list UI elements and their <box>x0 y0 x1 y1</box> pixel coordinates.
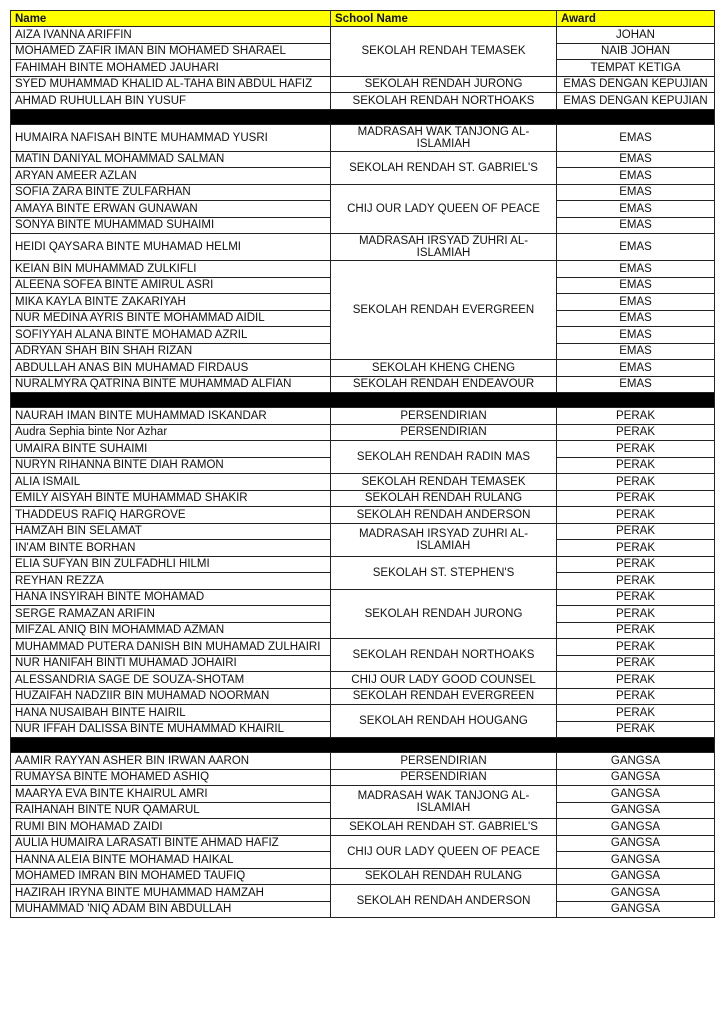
student-name-cell: SOFIA ZARA BINTE ZULFARHAN <box>11 184 331 201</box>
school-name-cell: SEKOLAH RENDAH EVERGREEN <box>331 688 557 705</box>
award-cell: EMAS <box>557 360 715 377</box>
school-name-cell: SEKOLAH KHENG CHENG <box>331 360 557 377</box>
student-name-cell: AAMIR RAYYAN ASHER BIN IRWAN AARON <box>11 753 331 770</box>
award-cell: GANGSA <box>557 802 715 819</box>
student-name-cell: AMAYA BINTE ERWAN GUNAWAN <box>11 201 331 218</box>
table-row <box>11 589 715 606</box>
award-cell: PERAK <box>557 408 715 425</box>
award-cell: EMAS <box>557 327 715 344</box>
award-cell: GANGSA <box>557 835 715 852</box>
school-name-cell: SEKOLAH RENDAH RULANG <box>331 868 557 885</box>
student-name-cell: REYHAN REZZA <box>11 573 331 590</box>
award-cell: EMAS <box>557 151 715 168</box>
student-name-cell: SONYA BINTE MUHAMMAD SUHAIMI <box>11 217 331 234</box>
school-name-cell: SEKOLAH RENDAH TEMASEK <box>331 27 557 77</box>
student-name-cell: MOHAMED ZAFIR IMAN BIN MOHAMED SHARAEL <box>11 43 331 60</box>
award-cell: EMAS <box>557 234 715 261</box>
award-cell: NAIB JOHAN <box>557 43 715 60</box>
award-cell: GANGSA <box>557 901 715 918</box>
school-name-cell: PERSENDIRIAN <box>331 408 557 425</box>
student-name-cell: HUZAIFAH NADZIIR BIN MUHAMAD NOORMAN <box>11 688 331 705</box>
school-name-cell: CHIJ OUR LADY GOOD COUNSEL <box>331 672 557 689</box>
student-name-cell: NUR MEDINA AYRIS BINTE MOHAMMAD AIDIL <box>11 310 331 327</box>
student-name-cell: IN'AM BINTE BORHAN <box>11 540 331 557</box>
school-name-cell: SEKOLAH ST. STEPHEN'S <box>331 556 557 589</box>
student-name-cell: AIZA IVANNA ARIFFIN <box>11 27 331 44</box>
column-header-name: Name <box>11 11 331 27</box>
separator-bar <box>11 109 715 124</box>
award-cell: EMAS <box>557 343 715 360</box>
student-name-cell: RAIHANAH BINTE NUR QAMARUL <box>11 802 331 819</box>
school-name-cell: SEKOLAH RENDAH NORTHOAKS <box>331 639 557 672</box>
school-name-cell: SEKOLAH RENDAH ST. GABRIEL'S <box>331 151 557 184</box>
school-name-cell: SEKOLAH RENDAH NORTHOAKS <box>331 93 557 110</box>
table-body <box>11 27 715 918</box>
student-name-cell: AHMAD RUHULLAH BIN YUSUF <box>11 93 331 110</box>
award-cell: GANGSA <box>557 819 715 836</box>
table-row <box>11 672 715 689</box>
award-cell: EMAS <box>557 217 715 234</box>
student-name-cell: MOHAMED IMRAN BIN MOHAMED TAUFIQ <box>11 868 331 885</box>
student-name-cell: FAHIMAH BINTE MOHAMED JAUHARI <box>11 60 331 77</box>
award-cell: EMAS <box>557 277 715 294</box>
award-cell: PERAK <box>557 655 715 672</box>
group-separator <box>11 393 715 408</box>
school-name-cell: MADRASAH WAK TANJONG AL-ISLAMIAH <box>331 124 557 151</box>
school-name-cell: PERSENDIRIAN <box>331 753 557 770</box>
award-cell: PERAK <box>557 457 715 474</box>
group-separator <box>11 109 715 124</box>
student-name-cell: ALIA ISMAIL <box>11 474 331 491</box>
student-name-cell: MUHAMMAD PUTERA DANISH BIN MUHAMAD ZULHAIRI <box>11 639 331 656</box>
student-name-cell: RUMI BIN MOHAMAD ZAIDI <box>11 819 331 836</box>
award-cell: PERAK <box>557 672 715 689</box>
award-cell: PERAK <box>557 688 715 705</box>
student-name-cell: NURALMYRA QATRINA BINTE MUHAMMAD ALFIAN <box>11 376 331 393</box>
table-row <box>11 835 715 852</box>
award-cell: PERAK <box>557 589 715 606</box>
school-name-cell: SEKOLAH RENDAH EVERGREEN <box>331 261 557 360</box>
table-row <box>11 753 715 770</box>
award-cell: PERAK <box>557 523 715 540</box>
separator-bar <box>11 393 715 408</box>
student-name-cell: ALESSANDRIA SAGE DE SOUZA-SHOTAM <box>11 672 331 689</box>
award-cell: PERAK <box>557 474 715 491</box>
award-cell: EMAS <box>557 168 715 185</box>
student-name-cell: ARYAN AMEER AZLAN <box>11 168 331 185</box>
award-cell: PERAK <box>557 556 715 573</box>
award-cell: PERAK <box>557 639 715 656</box>
student-name-cell: HAZIRAH IRYNA BINTE MUHAMMAD HAMZAH <box>11 885 331 902</box>
award-cell: PERAK <box>557 622 715 639</box>
student-name-cell: SYED MUHAMMAD KHALID AL-TAHA BIN ABDUL HAFIZ <box>11 76 331 93</box>
student-name-cell: SOFIYYAH ALANA BINTE MOHAMAD AZRIL <box>11 327 331 344</box>
student-name-cell: AULIA HUMAIRA LARASATI BINTE AHMAD HAFIZ <box>11 835 331 852</box>
results-table <box>10 10 715 918</box>
award-cell: TEMPAT KETIGA <box>557 60 715 77</box>
award-cell: EMAS DENGAN KEPUJIAN <box>557 93 715 110</box>
table-row <box>11 184 715 201</box>
student-name-cell: MAARYA EVA BINTE KHAIRUL AMRI <box>11 786 331 803</box>
table-row <box>11 408 715 425</box>
school-name-cell: MADRASAH WAK TANJONG AL-ISLAMIAH <box>331 786 557 819</box>
table-row <box>11 868 715 885</box>
school-name-cell: SEKOLAH RENDAH ENDEAVOUR <box>331 376 557 393</box>
table-row <box>11 474 715 491</box>
student-name-cell: EMILY AISYAH BINTE MUHAMMAD SHAKIR <box>11 490 331 507</box>
school-name-cell: MADRASAH IRSYAD ZUHRI AL-ISLAMIAH <box>331 234 557 261</box>
student-name-cell: HEIDI QAYSARA BINTE MUHAMAD HELMI <box>11 234 331 261</box>
student-name-cell: MUHAMMAD 'NIQ ADAM BIN ABDULLAH <box>11 901 331 918</box>
award-cell: PERAK <box>557 705 715 722</box>
student-name-cell: KEIAN BIN MUHAMMAD ZULKIFLI <box>11 261 331 278</box>
table-header <box>11 11 715 27</box>
student-name-cell: NURYN RIHANNA BINTE DIAH RAMON <box>11 457 331 474</box>
student-name-cell: MIFZAL ANIQ BIN MOHAMMAD AZMAN <box>11 622 331 639</box>
award-cell: EMAS <box>557 201 715 218</box>
column-header-award: Award <box>557 11 715 27</box>
school-name-cell: SEKOLAH RENDAH RADIN MAS <box>331 441 557 474</box>
student-name-cell: HANA NUSAIBAH BINTE HAIRIL <box>11 705 331 722</box>
table-row <box>11 490 715 507</box>
award-cell: EMAS <box>557 124 715 151</box>
table-row <box>11 360 715 377</box>
student-name-cell: ELIA SUFYAN BIN ZULFADHLI HILMI <box>11 556 331 573</box>
table-row <box>11 124 715 151</box>
school-name-cell: MADRASAH IRSYAD ZUHRI AL-ISLAMIAH <box>331 523 557 556</box>
table-row <box>11 507 715 524</box>
student-name-cell: ABDULLAH ANAS BIN MUHAMAD FIRDAUS <box>11 360 331 377</box>
school-name-cell: SEKOLAH RENDAH ST. GABRIEL'S <box>331 819 557 836</box>
table-row <box>11 151 715 168</box>
table-row <box>11 639 715 656</box>
award-cell: GANGSA <box>557 769 715 786</box>
award-cell: PERAK <box>557 507 715 524</box>
separator-bar <box>11 738 715 753</box>
table-row <box>11 523 715 540</box>
student-name-cell: MATIN DANIYAL MOHAMMAD SALMAN <box>11 151 331 168</box>
group-separator <box>11 738 715 753</box>
award-cell: GANGSA <box>557 868 715 885</box>
school-name-cell: SEKOLAH RENDAH JURONG <box>331 589 557 639</box>
award-cell: EMAS <box>557 261 715 278</box>
student-name-cell: HANA INSYIRAH BINTE MOHAMAD <box>11 589 331 606</box>
student-name-cell: SERGE RAMAZAN ARIFIN <box>11 606 331 623</box>
table-row <box>11 376 715 393</box>
student-name-cell: ADRYAN SHAH BIN SHAH RIZAN <box>11 343 331 360</box>
student-name-cell: NAURAH IMAN BINTE MUHAMMAD ISKANDAR <box>11 408 331 425</box>
award-cell: GANGSA <box>557 852 715 869</box>
table-row <box>11 261 715 278</box>
student-name-cell: UMAIRA BINTE SUHAIMI <box>11 441 331 458</box>
table-row <box>11 441 715 458</box>
award-cell: GANGSA <box>557 885 715 902</box>
award-cell: PERAK <box>557 424 715 441</box>
award-cell: EMAS DENGAN KEPUJIAN <box>557 76 715 93</box>
school-name-cell: CHIJ OUR LADY QUEEN OF PEACE <box>331 184 557 234</box>
award-cell: EMAS <box>557 294 715 311</box>
award-cell: JOHAN <box>557 27 715 44</box>
table-row <box>11 27 715 44</box>
school-name-cell: CHIJ OUR LADY QUEEN OF PEACE <box>331 835 557 868</box>
table-row <box>11 234 715 261</box>
school-name-cell: SEKOLAH RENDAH JURONG <box>331 76 557 93</box>
award-cell: GANGSA <box>557 786 715 803</box>
award-cell: PERAK <box>557 573 715 590</box>
award-cell: EMAS <box>557 376 715 393</box>
award-cell: PERAK <box>557 490 715 507</box>
column-header-school: School Name <box>331 11 557 27</box>
award-cell: EMAS <box>557 310 715 327</box>
table-row <box>11 76 715 93</box>
header-row <box>11 11 715 27</box>
student-name-cell: NUR IFFAH DALISSA BINTE MUHAMMAD KHAIRIL <box>11 721 331 738</box>
school-name-cell: PERSENDIRIAN <box>331 424 557 441</box>
award-cell: GANGSA <box>557 753 715 770</box>
student-name-cell: HANNA ALEIA BINTE MOHAMAD HAIKAL <box>11 852 331 869</box>
table-row <box>11 885 715 902</box>
award-cell: EMAS <box>557 184 715 201</box>
student-name-cell: MIKA KAYLA BINTE ZAKARIYAH <box>11 294 331 311</box>
table-row <box>11 819 715 836</box>
award-cell: PERAK <box>557 540 715 557</box>
table-row <box>11 705 715 722</box>
student-name-cell: HUMAIRA NAFISAH BINTE MUHAMMAD YUSRI <box>11 124 331 151</box>
student-name-cell: Audra Sephia binte Nor Azhar <box>11 424 331 441</box>
student-name-cell: THADDEUS RAFIQ HARGROVE <box>11 507 331 524</box>
school-name-cell: SEKOLAH RENDAH ANDERSON <box>331 507 557 524</box>
school-name-cell: PERSENDIRIAN <box>331 769 557 786</box>
student-name-cell: NUR HANIFAH BINTI MUHAMAD JOHAIRI <box>11 655 331 672</box>
school-name-cell: SEKOLAH RENDAH HOUGANG <box>331 705 557 738</box>
table-row <box>11 688 715 705</box>
school-name-cell: SEKOLAH RENDAH ANDERSON <box>331 885 557 918</box>
award-cell: PERAK <box>557 441 715 458</box>
table-row <box>11 769 715 786</box>
table-row <box>11 93 715 110</box>
table-row <box>11 424 715 441</box>
award-cell: PERAK <box>557 606 715 623</box>
school-name-cell: SEKOLAH RENDAH TEMASEK <box>331 474 557 491</box>
student-name-cell: RUMAYSA BINTE MOHAMED ASHIQ <box>11 769 331 786</box>
student-name-cell: ALEENA SOFEA BINTE AMIRUL ASRI <box>11 277 331 294</box>
table-row <box>11 786 715 803</box>
table-row <box>11 556 715 573</box>
award-cell: PERAK <box>557 721 715 738</box>
student-name-cell: HAMZAH BIN SELAMAT <box>11 523 331 540</box>
school-name-cell: SEKOLAH RENDAH RULANG <box>331 490 557 507</box>
